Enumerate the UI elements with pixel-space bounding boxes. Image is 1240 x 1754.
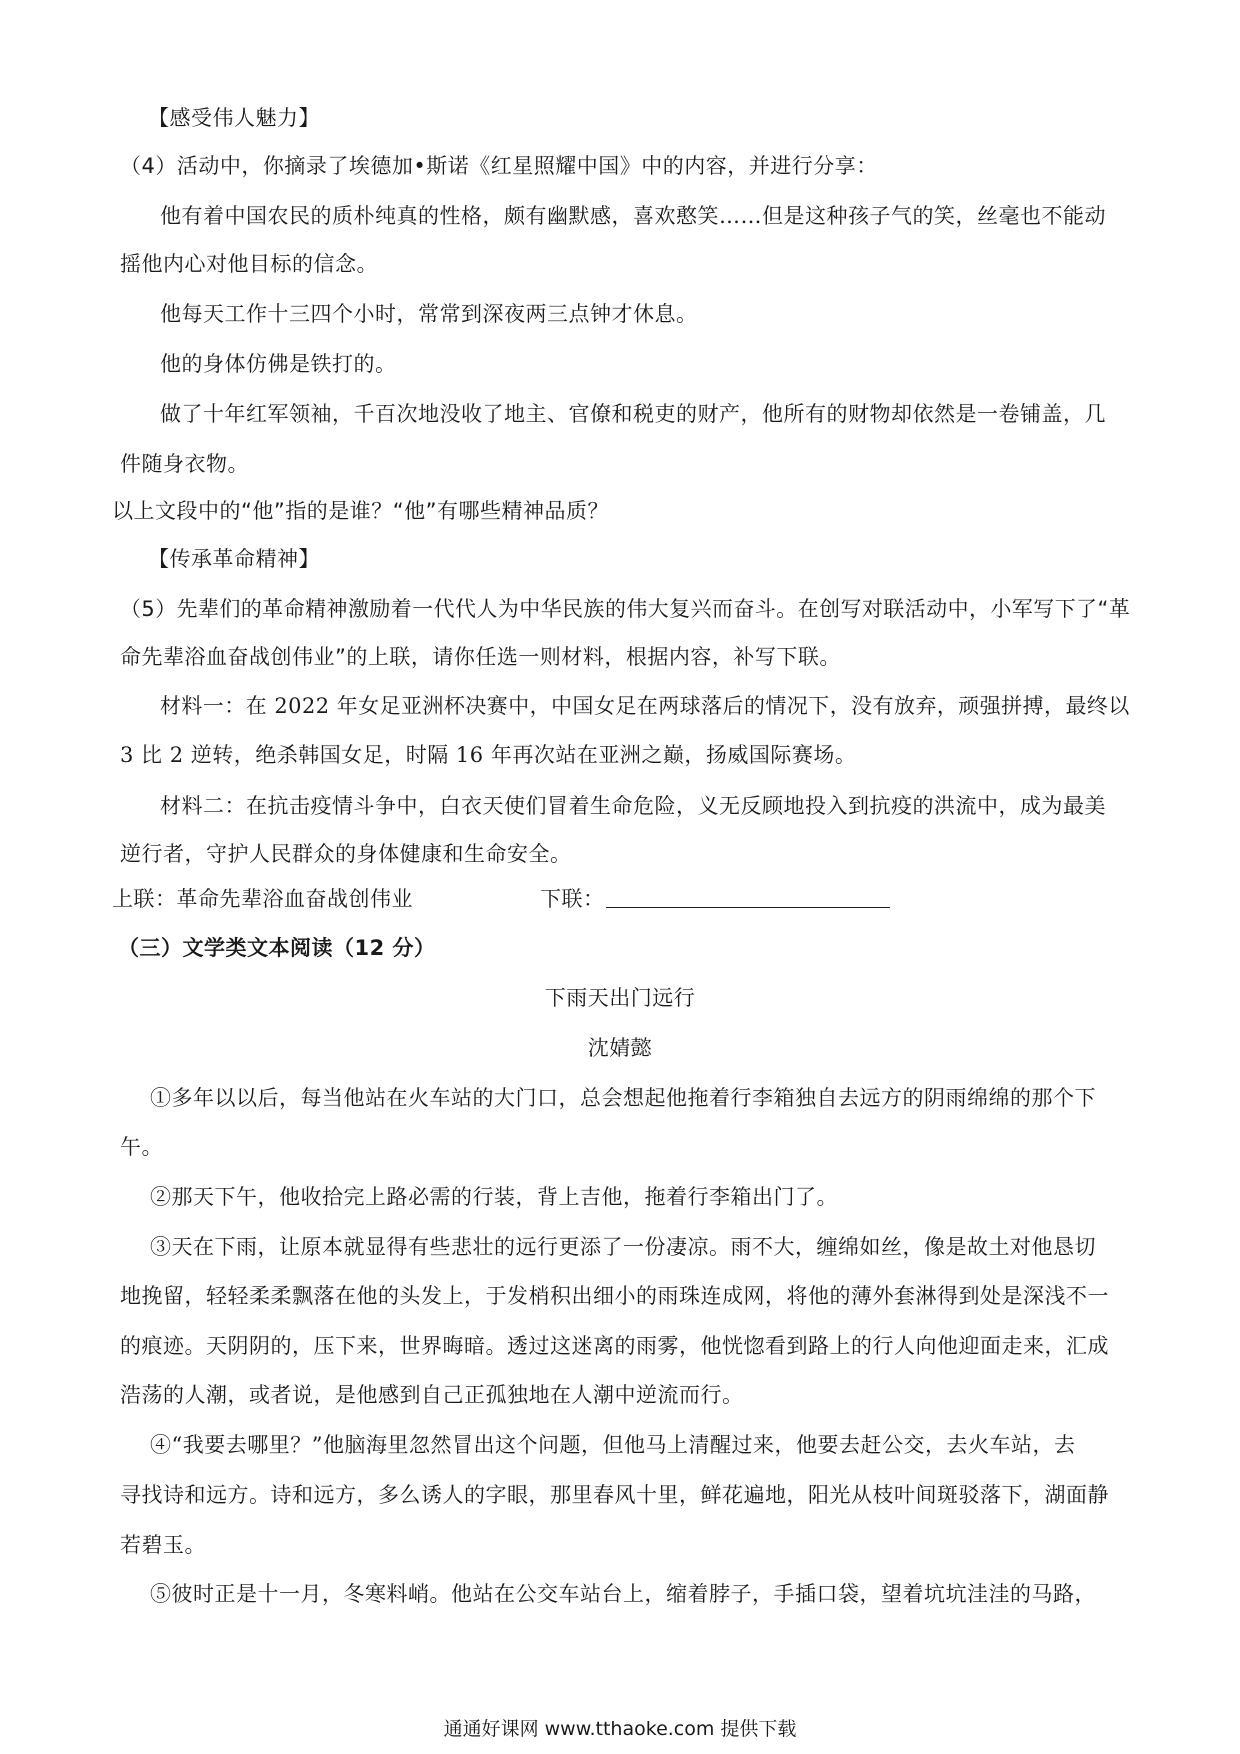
excerpt-paragraph-2: 他每天工作十三四个小时，常常到深夜两三点钟才休息。: [160, 302, 698, 326]
story-author: 沈婧懿: [587, 1036, 653, 1060]
question-5-line-1: （5）先辈们的革命精神激励着一代代人为中华民族的伟大复兴而奋斗。在创写对联活动中，小军写下了“革: [120, 597, 1131, 621]
section-heading-inherit: 【传承革命精神】: [148, 547, 320, 571]
page-footer: 通通好课网 www.tthaoke.com 提供下载: [443, 1718, 797, 1740]
excerpt-paragraph-1-line-2: 摇他内心对他目标的信念。: [120, 252, 378, 276]
section-3-heading: （三）文学类文本阅读（12 分）: [118, 936, 436, 960]
story-paragraph-3-line-1: ③天在下雨，让原本就显得有些悲壮的远行更添了一份凄凉。雨不大，缠绵如丝，像是故土对他恳切: [150, 1235, 1096, 1259]
excerpt-paragraph-1-line-1: 他有着中国农民的质朴纯真的性格，颇有幽默感，喜欢憨笑……但是这种孩子气的笑，丝毫也不能动: [160, 204, 1106, 228]
story-paragraph-4-line-2: 寻找诗和远方。诗和远方，多么诱人的字眼，那里春风十里，鲜花遍地，阳光从枝叶间斑驳落下，湖面静: [120, 1483, 1109, 1507]
excerpt-paragraph-4-line-1: 做了十年红军领袖，千百次地没收了地主、官僚和税吏的财产，他所有的财物却依然是一卷铺盖，几: [160, 402, 1106, 426]
story-paragraph-3-line-3: 的痕迹。天阴阴的，压下来，世界晦暗。透过这迷离的雨雾，他恍惚看到路上的行人向他迎面走来，汇成: [120, 1334, 1109, 1358]
question-5-line-2: 命先辈浴血奋战创伟业”的上联，请你任选一则材料，根据内容，补写下联。: [120, 645, 841, 669]
story-paragraph-2: ②那天下午，他收拾完上路必需的行装，背上吉他，拖着行李箱出门了。: [150, 1185, 838, 1209]
couplet-lower-label: 下联：: [540, 887, 605, 911]
story-paragraph-4-line-1: ④“我要去哪里？”他脑海里忽然冒出这个问题，但他马上清醒过来，他要去赶公交，去火车站，去: [150, 1433, 1076, 1457]
material-2-line-1: 材料二：在抗击疫情斗争中，白衣天使们冒着生命危险，义无反顾地投入到抗疫的洪流中，成为最美: [160, 794, 1106, 818]
story-paragraph-1-line-1: ①多年以以后，每当他站在火车站的大门口，总会想起他拖着行李箱独自去远方的阴雨绵绵的那个下: [150, 1086, 1096, 1110]
question-4-prompt: （4）活动中，你摘录了埃德加•斯诺《红星照耀中国》中的内容，并进行分享：: [120, 154, 878, 178]
material-1-line-1: 材料一：在 2022 年女足亚洲杯决赛中，中国女足在两球落后的情况下，没有放弃，顽强拼搏，最终以: [160, 694, 1130, 718]
question-4-ask: 以上文段中的“他”指的是谁？“他”有哪些精神品质？: [112, 499, 610, 523]
couplet-lower-answer-blank[interactable]: [606, 907, 890, 908]
material-2-line-2: 逆行者，守护人民群众的身体健康和生命安全。: [120, 842, 572, 866]
excerpt-paragraph-4-line-2: 件随身衣物。: [120, 452, 249, 476]
excerpt-paragraph-3: 他的身体仿佛是铁打的。: [160, 352, 397, 376]
story-paragraph-5-line-1: ⑤彼时正是十一月，冬寒料峭。他站在公交车站台上，缩着脖子，手插口袋，望着坑坑洼洼的马路，: [150, 1582, 1096, 1606]
story-paragraph-1-line-2: 午。: [120, 1135, 163, 1159]
story-paragraph-3-line-4: 浩荡的人潮，或者说，是他感到自己正孤独地在人潮中逆流而行。: [120, 1383, 744, 1407]
story-paragraph-4-line-3: 若碧玉。: [120, 1533, 206, 1557]
material-1-line-2: 3 比 2 逆转，绝杀韩国女足，时隔 16 年再次站在亚洲之巅，扬威国际赛场。: [120, 743, 857, 767]
section-heading-feel: 【感受伟人魅力】: [148, 106, 320, 130]
story-title: 下雨天出门远行: [544, 986, 696, 1010]
story-paragraph-3-line-2: 地挽留，轻轻柔柔飘落在他的头发上，于发梢积出细小的雨珠连成网，将他的薄外套淋得到处是深浅不一: [120, 1284, 1109, 1308]
couplet-upper: 上联：革命先辈浴血奋战创伟业: [112, 887, 413, 911]
